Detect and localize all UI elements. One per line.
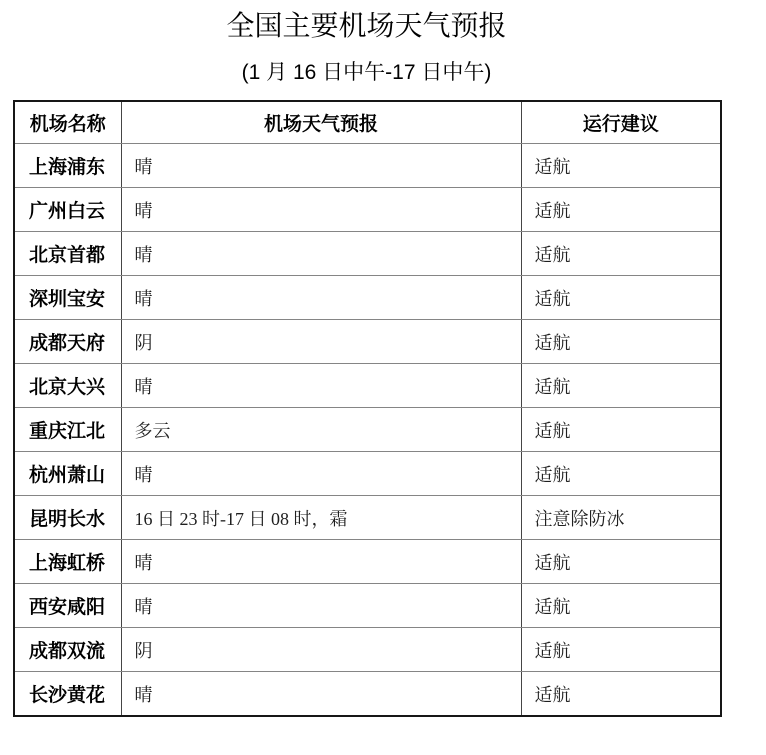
forecast-cell: 晴 (121, 540, 521, 584)
table-row (14, 584, 721, 628)
airport-weather-table (13, 100, 722, 717)
table-header (14, 101, 721, 144)
forecast-cell: 晴 (121, 584, 521, 628)
advice-cell: 适航 (521, 628, 721, 672)
page-title: 全国主要机场天气预报 (226, 10, 507, 41)
forecast-cell: 晴 (121, 232, 521, 276)
table-row (14, 496, 721, 540)
table-row (14, 628, 721, 672)
forecast-cell: 多云 (121, 408, 521, 452)
header-row (14, 101, 721, 144)
advice-cell: 适航 (521, 188, 721, 232)
advice-cell: 适航 (521, 540, 721, 584)
airport-name-cell: 上海浦东 (14, 144, 121, 188)
forecast-cell: 晴 (121, 672, 521, 717)
airport-name-cell: 杭州萧山 (14, 452, 121, 496)
airport-name-cell: 深圳宝安 (14, 276, 121, 320)
table-row (14, 452, 721, 496)
advice-cell: 适航 (521, 584, 721, 628)
forecast-cell: 阴 (121, 628, 521, 672)
advice-cell: 适航 (521, 452, 721, 496)
advice-cell: 适航 (521, 232, 721, 276)
advice-cell: 适航 (521, 672, 721, 717)
airport-name-cell: 成都双流 (14, 628, 121, 672)
table-row (14, 276, 721, 320)
table-row (14, 364, 721, 408)
forecast-cell: 晴 (121, 452, 521, 496)
page-subtitle: (1 月 16 日中午-17 日中午) (241, 61, 492, 84)
airport-name-cell: 成都天府 (14, 320, 121, 364)
table-row (14, 672, 721, 717)
forecast-cell: 晴 (121, 276, 521, 320)
airport-name-cell: 北京首都 (14, 232, 121, 276)
column-header-airport-name: 机场名称 (14, 101, 121, 144)
advice-cell: 适航 (521, 320, 721, 364)
advice-cell: 适航 (521, 408, 721, 452)
table-row (14, 408, 721, 452)
airport-name-cell: 北京大兴 (14, 364, 121, 408)
forecast-cell: 晴 (121, 188, 521, 232)
forecast-cell: 16 日 23 时-17 日 08 时，霜 (121, 496, 521, 540)
table-row (14, 320, 721, 364)
table-row (14, 144, 721, 188)
table-row (14, 232, 721, 276)
table-row (14, 188, 721, 232)
advice-cell: 适航 (521, 276, 721, 320)
airport-name-cell: 昆明长水 (14, 496, 121, 540)
advice-cell: 适航 (521, 364, 721, 408)
airport-name-cell: 广州白云 (14, 188, 121, 232)
airport-name-cell: 西安咸阳 (14, 584, 121, 628)
forecast-cell: 阴 (121, 320, 521, 364)
column-header-operation-advice: 运行建议 (521, 101, 721, 144)
airport-name-cell: 重庆江北 (14, 408, 121, 452)
airport-name-cell: 上海虹桥 (14, 540, 121, 584)
airport-name-cell: 长沙黄花 (14, 672, 121, 717)
column-header-weather-forecast: 机场天气预报 (121, 101, 521, 144)
advice-cell: 注意除防冰 (521, 496, 721, 540)
table-row (14, 540, 721, 584)
advice-cell: 适航 (521, 144, 721, 188)
forecast-cell: 晴 (121, 144, 521, 188)
table-body (14, 144, 721, 717)
forecast-cell: 晴 (121, 364, 521, 408)
